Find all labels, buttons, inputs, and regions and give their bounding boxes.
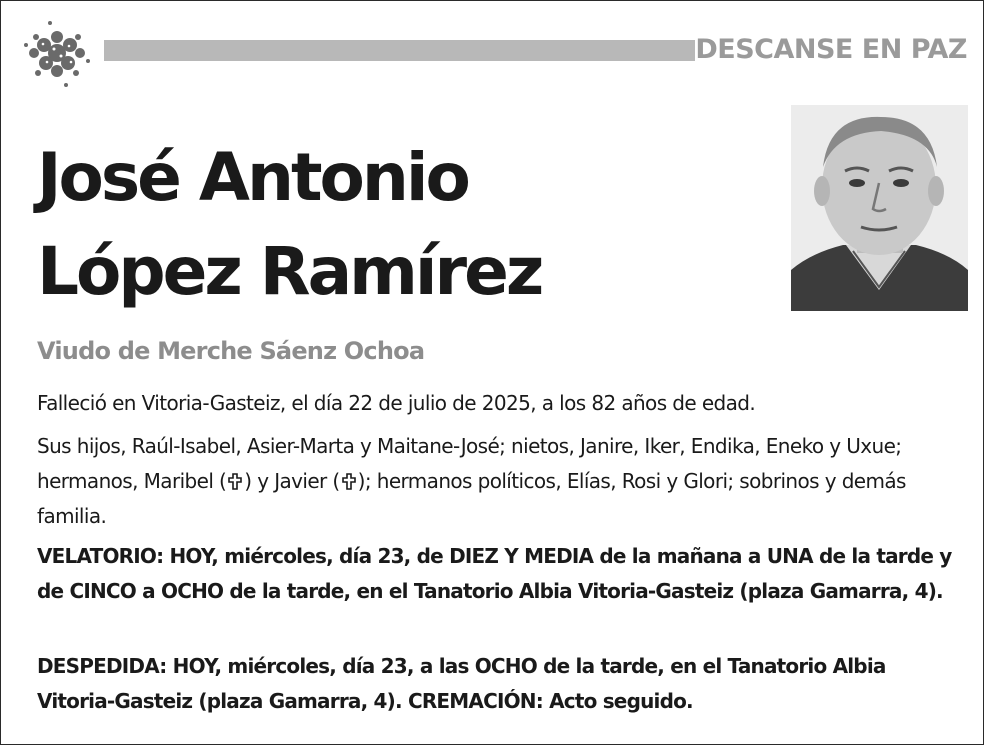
portrait-photo <box>791 105 968 311</box>
wake-details: VELATORIO: HOY, miércoles, día 23, de DIEZ Y MEDIA de la mañana a UNA de la tarde y de CINCO a OCHO de la tarde, en el Tanatorio Albia Vitoria-Gasteiz (plaza Gamarra, 4). <box>37 544 952 603</box>
name-line-2: López Ramírez <box>37 233 542 310</box>
family-text-1: Sus hijos, Raúl-Isabel, Asier-Marta y Maitane-José; nietos, Janire, Iker, Endika, Eneko y Uxue; hermanos, Maribel ( <box>37 434 902 493</box>
family-text-3: ); hermanos políticos, Elías, Rosi y Glori; sobrinos y demás familia. <box>37 469 906 528</box>
family-text-2: ) y Javier ( <box>244 469 340 493</box>
cross-icon <box>226 472 244 490</box>
cross-icon <box>340 472 358 490</box>
header-label: DESCANSE EN PAZ <box>695 34 967 65</box>
family-paragraph <box>37 429 957 534</box>
death-notice: Falleció en Vitoria-Gasteiz, el día 22 de julio de 2025, a los 82 años de edad. <box>37 391 756 415</box>
name-line-1: José Antonio <box>37 139 468 216</box>
deceased-name <box>37 131 541 319</box>
spouse-line: Viudo de Merche Sáenz Ochoa <box>37 337 425 365</box>
flower-ornament-icon <box>16 15 98 91</box>
header-rule <box>104 40 695 61</box>
farewell-details: DESPEDIDA: HOY, miércoles, día 23, a las OCHO de la tarde, en el Tanatorio Albia Vitoria-Gasteiz (plaza Gamarra, 4). CREMACIÓN: Acto seguido. <box>37 654 886 713</box>
